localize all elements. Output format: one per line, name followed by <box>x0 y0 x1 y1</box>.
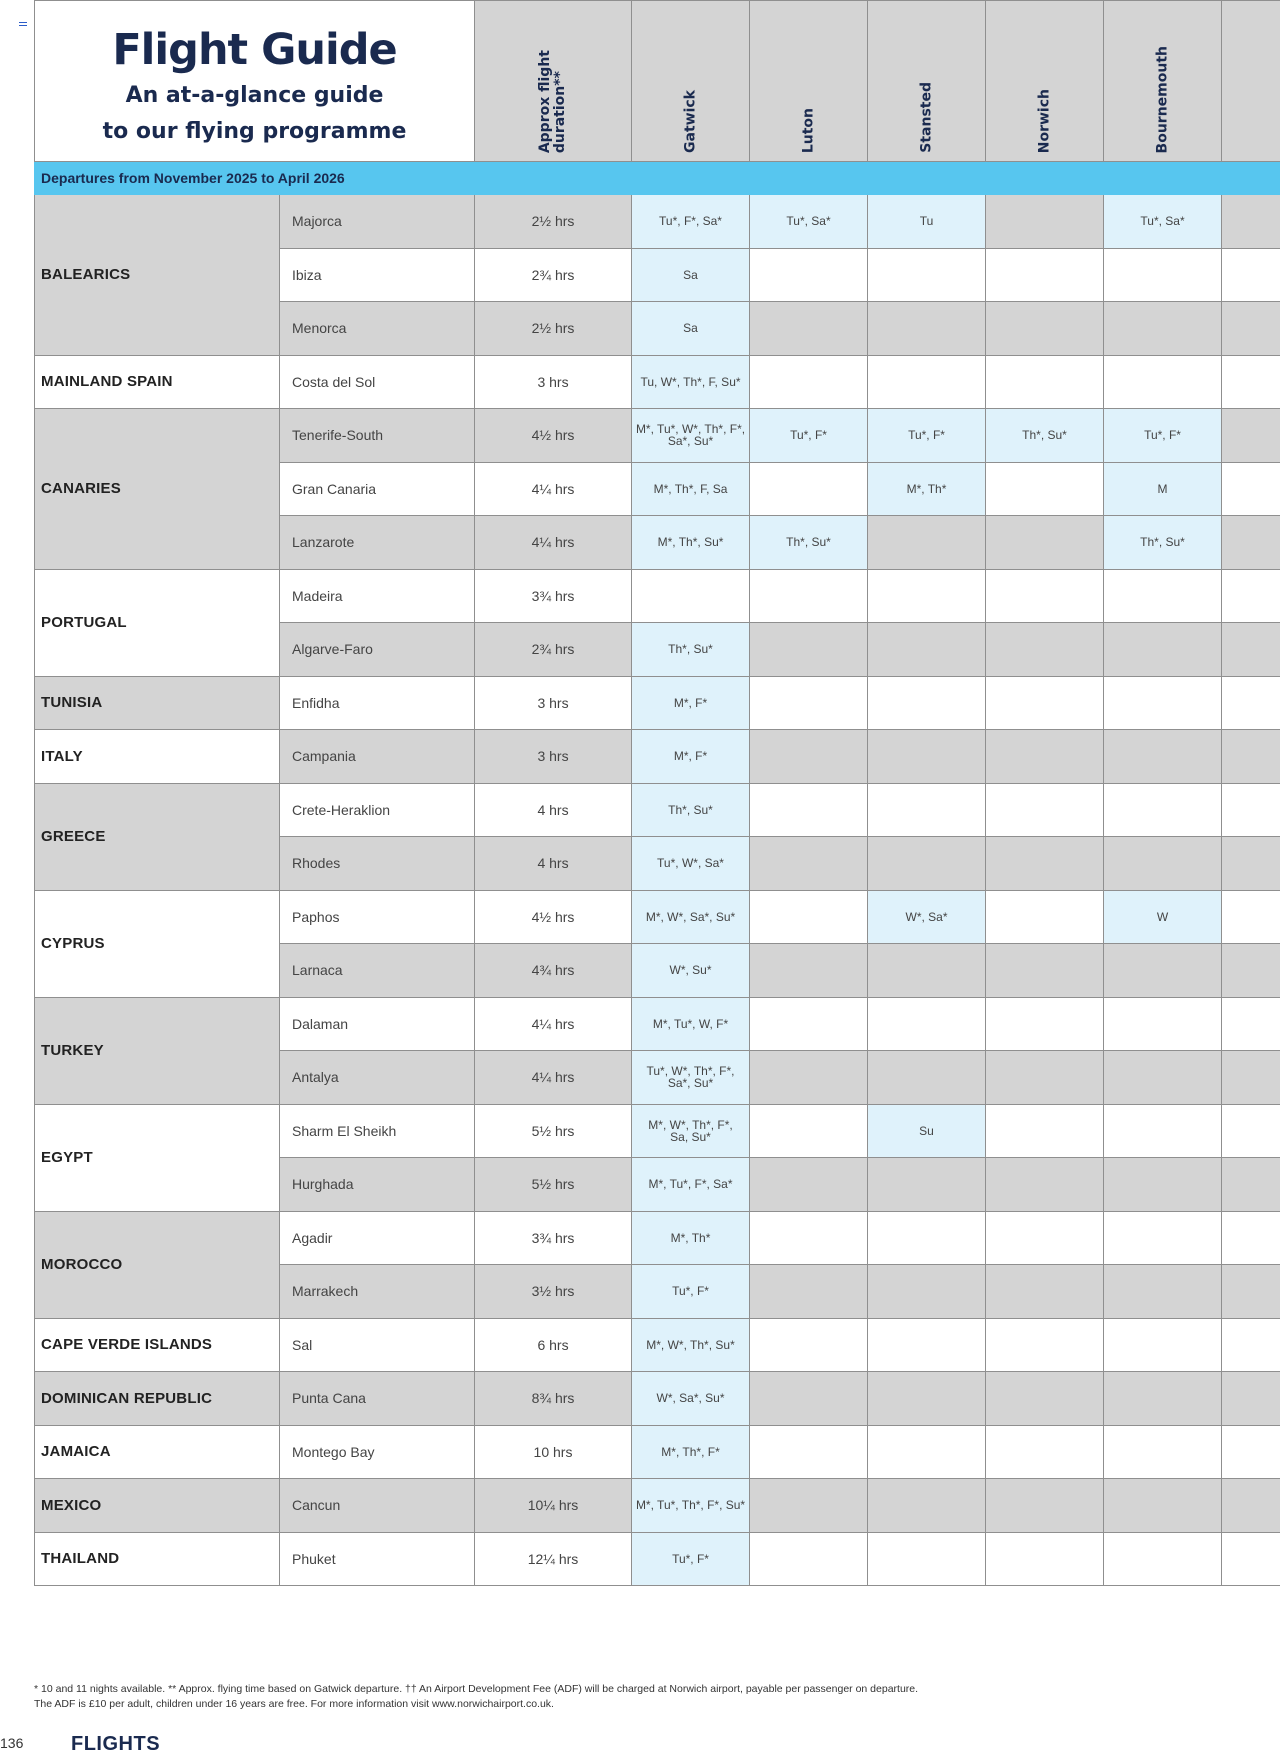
destination-cell: Algarve-Faro <box>280 623 475 677</box>
schedule-cell: M*, F* <box>632 730 750 784</box>
schedule-cell <box>986 1532 1104 1586</box>
schedule-cell <box>1222 730 1280 784</box>
col-head-gatwick <box>632 1 750 162</box>
subtitle-line-1: An at-a-glance guide <box>35 81 474 111</box>
schedule-cell <box>868 1051 986 1105</box>
schedule-cell <box>750 730 868 784</box>
table-row <box>35 1372 1280 1426</box>
schedule-cell <box>868 1479 986 1533</box>
schedule-cell <box>750 569 868 623</box>
schedule-cell <box>750 1104 868 1158</box>
schedule-cell <box>986 890 1104 944</box>
destination-cell: Menorca <box>280 302 475 356</box>
region-cell: CANARIES <box>35 409 280 570</box>
schedule-cell <box>750 1211 868 1265</box>
schedule-cell <box>868 1372 986 1426</box>
schedule-cell <box>868 1265 986 1319</box>
schedule-cell: Sa <box>632 302 750 356</box>
schedule-cell <box>1222 783 1280 837</box>
col-head-duration <box>475 1 632 162</box>
region-cell: MOROCCO <box>35 1211 280 1318</box>
duration-cell: 3 hrs <box>475 730 632 784</box>
schedule-cell <box>1222 997 1280 1051</box>
schedule-cell <box>1104 248 1222 302</box>
schedule-cell <box>1104 1104 1222 1158</box>
destination-cell: Montego Bay <box>280 1425 475 1479</box>
schedule-cell <box>1104 730 1222 784</box>
section-label: FLIGHTS <box>71 1733 160 1756</box>
destination-cell: Larnaca <box>280 944 475 998</box>
schedule-cell <box>750 302 868 356</box>
title-block <box>35 1 475 162</box>
schedule-cell <box>750 248 868 302</box>
schedule-cell <box>1222 676 1280 730</box>
schedule-cell <box>986 623 1104 677</box>
schedule-cell: Tu*, F* <box>632 1532 750 1586</box>
schedule-cell <box>1104 676 1222 730</box>
duration-cell: 3 hrs <box>475 676 632 730</box>
schedule-cell <box>868 355 986 409</box>
region-cell: TUNISIA <box>35 676 280 730</box>
schedule-cell <box>986 837 1104 891</box>
schedule-cell: Th*, Su* <box>986 409 1104 463</box>
schedule-cell <box>1222 1425 1280 1479</box>
schedule-cell <box>986 1479 1104 1533</box>
destination-cell: Madeira <box>280 569 475 623</box>
duration-cell: 4½ hrs <box>475 409 632 463</box>
destination-cell: Cancun <box>280 1479 475 1533</box>
schedule-cell <box>1104 1051 1222 1105</box>
schedule-cell <box>986 1265 1104 1319</box>
schedule-cell <box>1104 623 1222 677</box>
schedule-cell: M*, Tu*, W, F* <box>632 997 750 1051</box>
schedule-cell <box>868 1425 986 1479</box>
schedule-cell <box>1222 1479 1280 1533</box>
duration-cell: 12¼ hrs <box>475 1532 632 1586</box>
schedule-cell <box>1222 1051 1280 1105</box>
region-cell: EGYPT <box>35 1104 280 1211</box>
schedule-cell <box>1222 516 1280 570</box>
table-row <box>35 676 1280 730</box>
destination-cell: Campania <box>280 730 475 784</box>
schedule-cell <box>1104 1265 1222 1319</box>
table-row <box>35 890 1280 944</box>
schedule-cell <box>1222 569 1280 623</box>
corner-mark <box>19 22 27 28</box>
schedule-cell <box>986 997 1104 1051</box>
destination-cell: Tenerife-South <box>280 409 475 463</box>
region-cell: DOMINICAN REPUBLIC <box>35 1372 280 1426</box>
schedule-cell <box>1104 569 1222 623</box>
schedule-cell <box>868 1532 986 1586</box>
schedule-cell <box>750 1532 868 1586</box>
schedule-cell <box>750 1318 868 1372</box>
destination-cell: Phuket <box>280 1532 475 1586</box>
schedule-cell: M*, W*, Th*, Su* <box>632 1318 750 1372</box>
schedule-cell <box>1222 1318 1280 1372</box>
schedule-cell <box>1104 997 1222 1051</box>
destination-cell: Rhodes <box>280 837 475 891</box>
duration-cell: 4 hrs <box>475 837 632 891</box>
schedule-cell <box>868 1158 986 1212</box>
region-cell: CYPRUS <box>35 890 280 997</box>
destination-cell: Dalaman <box>280 997 475 1051</box>
destination-cell: Costa del Sol <box>280 355 475 409</box>
duration-cell: 2½ hrs <box>475 302 632 356</box>
schedule-cell: Tu*, W*, Th*, F*, Sa*, Su* <box>632 1051 750 1105</box>
col-head-bournemouth-label: Bournemouth <box>1155 46 1170 153</box>
col-head-duration-label: Approx flight duration** <box>538 50 568 153</box>
region-cell: BALEARICS <box>35 195 280 356</box>
duration-cell: 3½ hrs <box>475 1265 632 1319</box>
schedule-cell <box>986 1051 1104 1105</box>
schedule-cell <box>1222 195 1280 249</box>
schedule-cell: M*, Th* <box>632 1211 750 1265</box>
destination-cell: Gran Canaria <box>280 462 475 516</box>
schedule-cell <box>986 462 1104 516</box>
duration-cell: 4 hrs <box>475 783 632 837</box>
schedule-cell: Th*, Su* <box>1104 516 1222 570</box>
schedule-cell <box>1222 302 1280 356</box>
page-number: 136 <box>0 1735 23 1751</box>
schedule-cell <box>868 944 986 998</box>
col-head-bournemouth <box>1104 1 1222 162</box>
table-row <box>35 1211 1280 1265</box>
table-row <box>35 569 1280 623</box>
schedule-cell <box>1222 409 1280 463</box>
schedule-cell <box>868 997 986 1051</box>
schedule-cell <box>750 1265 868 1319</box>
schedule-cell <box>1104 1318 1222 1372</box>
destination-cell: Agadir <box>280 1211 475 1265</box>
schedule-cell <box>750 676 868 730</box>
destination-cell: Sharm El Sheikh <box>280 1104 475 1158</box>
schedule-cell <box>986 516 1104 570</box>
schedule-cell <box>868 1211 986 1265</box>
duration-cell: 4¼ hrs <box>475 997 632 1051</box>
schedule-cell <box>1104 1158 1222 1212</box>
schedule-cell: Tu <box>868 195 986 249</box>
table-row <box>35 409 1280 463</box>
destination-cell: Marrakech <box>280 1265 475 1319</box>
schedule-cell: Tu*, F* <box>868 409 986 463</box>
schedule-cell <box>868 676 986 730</box>
schedule-cell: M*, Tu*, F*, Sa* <box>632 1158 750 1212</box>
schedule-cell <box>986 1104 1104 1158</box>
schedule-cell <box>750 1479 868 1533</box>
duration-cell: 2½ hrs <box>475 195 632 249</box>
destination-cell: Crete-Heraklion <box>280 783 475 837</box>
table-row <box>35 1425 1280 1479</box>
col-head-gatwick-label: Gatwick <box>683 90 698 153</box>
schedule-cell: M*, W*, Th*, F*, Sa, Su* <box>632 1104 750 1158</box>
schedule-cell: Tu*, F* <box>750 409 868 463</box>
duration-cell: 4¼ hrs <box>475 1051 632 1105</box>
schedule-cell <box>868 623 986 677</box>
destination-cell: Majorca <box>280 195 475 249</box>
schedule-cell <box>1222 355 1280 409</box>
duration-cell: 8¾ hrs <box>475 1372 632 1426</box>
duration-cell: 4¼ hrs <box>475 516 632 570</box>
schedule-cell <box>868 248 986 302</box>
table-row <box>35 355 1280 409</box>
table-row <box>35 1479 1280 1533</box>
schedule-cell <box>986 569 1104 623</box>
schedule-cell <box>1222 623 1280 677</box>
schedule-cell <box>986 944 1104 998</box>
region-cell: MEXICO <box>35 1479 280 1533</box>
schedule-cell <box>986 1318 1104 1372</box>
schedule-cell: Tu, W*, Th*, F, Su* <box>632 355 750 409</box>
schedule-cell: M <box>1104 462 1222 516</box>
schedule-cell <box>1222 944 1280 998</box>
table-row <box>35 997 1280 1051</box>
schedule-cell: Tu*, Sa* <box>750 195 868 249</box>
schedule-cell <box>868 730 986 784</box>
schedule-cell <box>986 676 1104 730</box>
schedule-cell <box>986 248 1104 302</box>
duration-cell: 3¾ hrs <box>475 569 632 623</box>
schedule-cell: M*, Th*, Su* <box>632 516 750 570</box>
departures-banner: Departures from November 2025 to April 2026 <box>35 162 1280 195</box>
region-cell: TURKEY <box>35 997 280 1104</box>
table-row <box>35 730 1280 784</box>
schedule-cell <box>750 355 868 409</box>
schedule-cell <box>750 1158 868 1212</box>
col-head-luton-label: Luton <box>801 108 816 153</box>
table-row <box>35 1532 1280 1586</box>
schedule-cell: W*, Sa* <box>868 890 986 944</box>
schedule-cell <box>1104 1211 1222 1265</box>
schedule-cell <box>1222 837 1280 891</box>
schedule-cell: M*, Th*, F, Sa <box>632 462 750 516</box>
schedule-cell <box>986 783 1104 837</box>
subtitle-line-2: to our flying programme <box>35 117 474 147</box>
schedule-cell <box>986 1158 1104 1212</box>
schedule-cell <box>750 944 868 998</box>
duration-cell: 3¾ hrs <box>475 1211 632 1265</box>
schedule-cell <box>632 569 750 623</box>
schedule-cell <box>750 890 868 944</box>
destination-cell: Antalya <box>280 1051 475 1105</box>
schedule-cell: M*, Tu*, W*, Th*, F*, Sa*, Su* <box>632 409 750 463</box>
col-head-extra <box>1222 1 1280 162</box>
destination-cell: Lanzarote <box>280 516 475 570</box>
schedule-cell <box>750 837 868 891</box>
schedule-cell <box>750 1425 868 1479</box>
schedule-cell: Tu*, F* <box>632 1265 750 1319</box>
schedule-cell <box>986 195 1104 249</box>
region-cell: JAMAICA <box>35 1425 280 1479</box>
schedule-cell: Sa <box>632 248 750 302</box>
schedule-cell <box>868 516 986 570</box>
duration-cell: 4½ hrs <box>475 890 632 944</box>
schedule-cell: Tu*, W*, Sa* <box>632 837 750 891</box>
schedule-cell <box>1222 1158 1280 1212</box>
schedule-cell <box>1104 1532 1222 1586</box>
schedule-cell: W*, Su* <box>632 944 750 998</box>
schedule-cell <box>868 1318 986 1372</box>
schedule-cell <box>1104 302 1222 356</box>
schedule-cell <box>986 355 1104 409</box>
region-cell: CAPE VERDE ISLANDS <box>35 1318 280 1372</box>
footnote-line-1: * 10 and 11 nights available. ** Approx. flying time based on Gatwick departure. †† An Airport Development Fee (ADF) will be charged at Norwich airport, payable per passenger on departure. <box>34 1682 918 1697</box>
schedule-cell <box>986 302 1104 356</box>
schedule-cell <box>1104 944 1222 998</box>
schedule-cell <box>986 1211 1104 1265</box>
table-body <box>35 195 1280 1586</box>
schedule-cell: M*, Th* <box>868 462 986 516</box>
table-row <box>35 1104 1280 1158</box>
schedule-cell: M*, F* <box>632 676 750 730</box>
schedule-cell: Tu*, F*, Sa* <box>632 195 750 249</box>
schedule-cell: W <box>1104 890 1222 944</box>
schedule-cell <box>868 302 986 356</box>
schedule-cell <box>1222 1211 1280 1265</box>
footnote-line-2: The ADF is £10 per adult, children under 16 years are free. For more information visit www.norwichairport.co.uk. <box>34 1697 918 1712</box>
schedule-cell: Th*, Su* <box>632 623 750 677</box>
duration-cell: 10 hrs <box>475 1425 632 1479</box>
duration-cell: 5½ hrs <box>475 1158 632 1212</box>
region-cell: MAINLAND SPAIN <box>35 355 280 409</box>
schedule-cell <box>1104 1372 1222 1426</box>
flight-guide-table <box>34 0 1280 1586</box>
duration-cell: 4¼ hrs <box>475 462 632 516</box>
schedule-cell <box>1104 837 1222 891</box>
col-head-norwich-label: Norwich <box>1037 89 1052 153</box>
schedule-cell <box>986 1372 1104 1426</box>
duration-cell: 4¾ hrs <box>475 944 632 998</box>
table-row <box>35 783 1280 837</box>
duration-cell: 10¼ hrs <box>475 1479 632 1533</box>
schedule-cell: W*, Sa*, Su* <box>632 1372 750 1426</box>
schedule-cell: Th*, Su* <box>632 783 750 837</box>
destination-cell: Punta Cana <box>280 1372 475 1426</box>
schedule-cell <box>868 837 986 891</box>
schedule-cell <box>1104 355 1222 409</box>
destination-cell: Ibiza <box>280 248 475 302</box>
schedule-cell: Su <box>868 1104 986 1158</box>
schedule-cell <box>1222 890 1280 944</box>
schedule-cell: M*, Tu*, Th*, F*, Su* <box>632 1479 750 1533</box>
duration-cell: 6 hrs <box>475 1318 632 1372</box>
schedule-cell <box>868 569 986 623</box>
schedule-cell <box>1222 462 1280 516</box>
destination-cell: Paphos <box>280 890 475 944</box>
schedule-cell <box>1222 1532 1280 1586</box>
region-cell: GREECE <box>35 783 280 890</box>
schedule-cell <box>1222 248 1280 302</box>
destination-cell: Sal <box>280 1318 475 1372</box>
schedule-cell <box>1222 1372 1280 1426</box>
schedule-cell <box>750 783 868 837</box>
page-title: Flight Guide <box>35 25 474 75</box>
duration-cell: 3 hrs <box>475 355 632 409</box>
col-head-stansted-label: Stansted <box>919 82 934 153</box>
footnote <box>34 1682 918 1712</box>
destination-cell: Enfidha <box>280 676 475 730</box>
schedule-cell: Tu*, Sa* <box>1104 195 1222 249</box>
col-head-luton <box>750 1 868 162</box>
duration-cell: 5½ hrs <box>475 1104 632 1158</box>
region-cell: PORTUGAL <box>35 569 280 676</box>
col-head-stansted <box>868 1 986 162</box>
schedule-cell <box>750 623 868 677</box>
table-row <box>35 195 1280 249</box>
schedule-cell <box>1104 783 1222 837</box>
schedule-cell <box>750 1051 868 1105</box>
schedule-cell <box>868 783 986 837</box>
duration-cell: 2¾ hrs <box>475 623 632 677</box>
schedule-cell <box>986 1425 1104 1479</box>
schedule-cell <box>1104 1479 1222 1533</box>
schedule-cell: M*, W*, Sa*, Su* <box>632 890 750 944</box>
schedule-cell <box>750 997 868 1051</box>
schedule-cell: M*, Th*, F* <box>632 1425 750 1479</box>
col-head-norwich <box>986 1 1104 162</box>
schedule-cell: Th*, Su* <box>750 516 868 570</box>
duration-cell: 2¾ hrs <box>475 248 632 302</box>
schedule-cell <box>1222 1265 1280 1319</box>
destination-cell: Hurghada <box>280 1158 475 1212</box>
schedule-cell <box>986 730 1104 784</box>
region-cell: ITALY <box>35 730 280 784</box>
region-cell: THAILAND <box>35 1532 280 1586</box>
schedule-cell <box>750 462 868 516</box>
schedule-cell: Tu*, F* <box>1104 409 1222 463</box>
schedule-cell <box>1104 1425 1222 1479</box>
schedule-cell <box>750 1372 868 1426</box>
schedule-cell <box>1222 1104 1280 1158</box>
table-row <box>35 1318 1280 1372</box>
